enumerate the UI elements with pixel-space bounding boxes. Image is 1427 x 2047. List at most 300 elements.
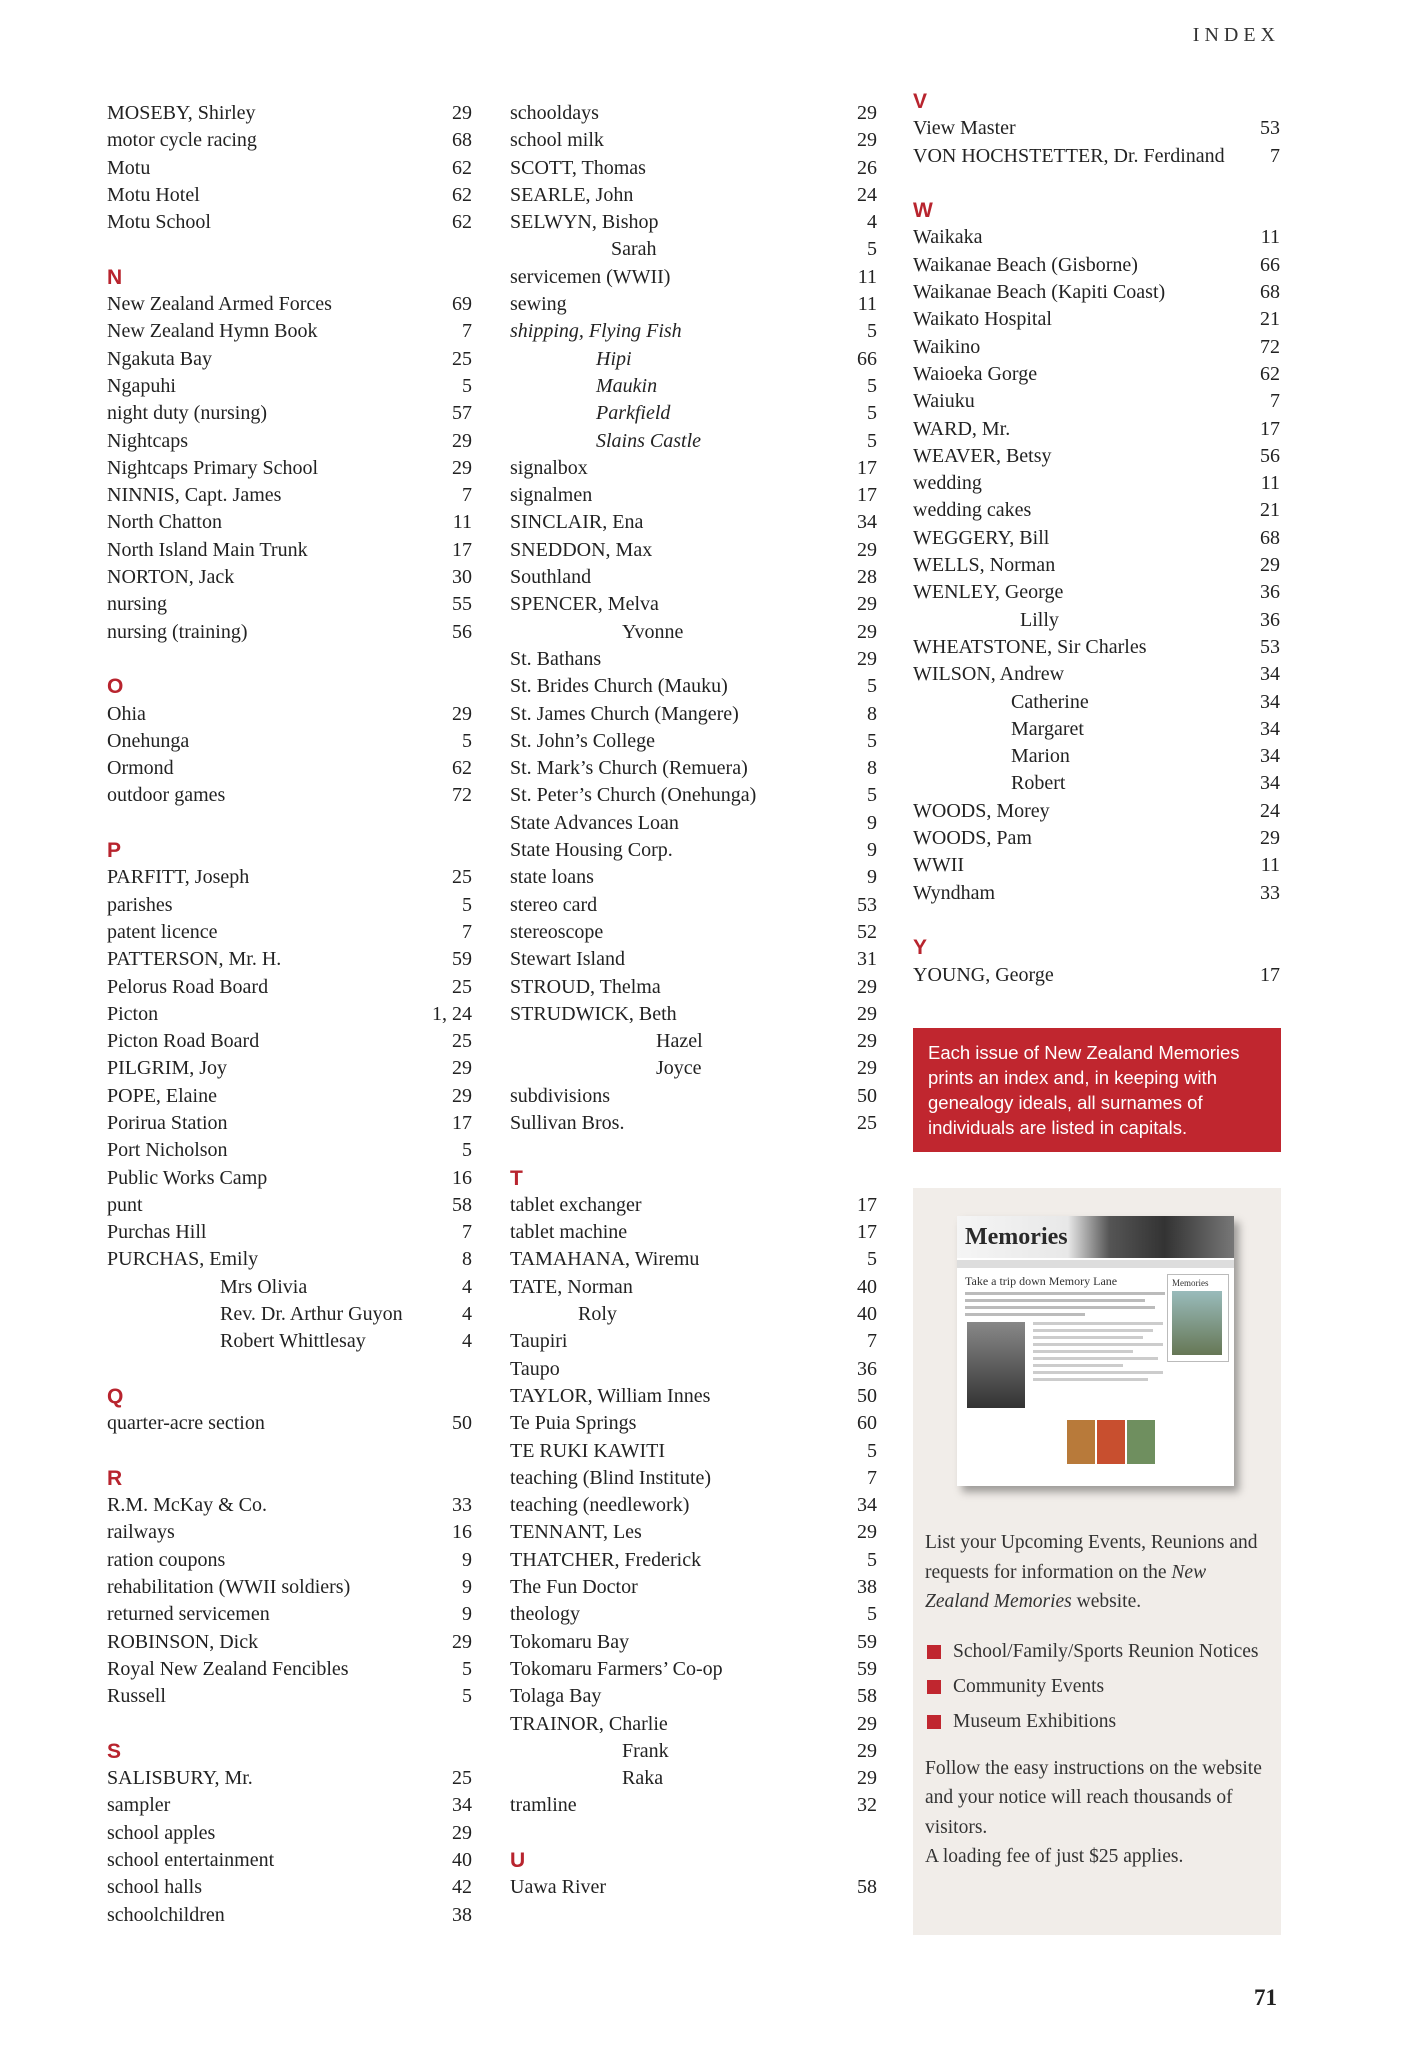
entry-term: Purchas Hill [107,1221,207,1244]
entry-term: Porirua Station [107,1111,228,1134]
index-entry [510,1274,877,1301]
entry-pages: 34 [1260,690,1280,713]
entry-pages: 68 [1260,526,1280,549]
entry-term: Maukin [596,374,658,397]
index-entry [107,974,472,1001]
entry-term: Picton Road Board [107,1030,260,1053]
running-head: INDEX [1192,24,1280,46]
entry-pages: 29 [857,593,877,616]
entry-term: PATTERSON, Mr. H. [107,948,282,971]
entry-term: Tolaga Bay [510,1685,602,1708]
entry-term: VON HOCHSTETTER, Dr. Ferdinand [913,144,1225,167]
entry-pages: 59 [452,948,472,971]
index-entry [510,100,877,127]
index-entry [107,373,472,400]
index-entry [913,470,1280,497]
index-entry [510,1656,877,1683]
index-entry [913,416,1280,443]
square-bullet-icon [927,1645,941,1659]
entry-pages: 4 [462,1275,472,1298]
entry-term: parishes [107,893,173,916]
entry-pages: 28 [857,566,877,589]
entry-term: tramline [510,1794,577,1817]
entry-term: Waiuku [913,390,975,413]
entry-term: WOODS, Morey [913,799,1050,822]
entry-pages: 29 [857,1057,877,1080]
index-entry [913,661,1280,688]
entry-pages: 7 [462,920,472,943]
entry-pages: 50 [857,1084,877,1107]
entry-term: MOSEBY, Shirley [107,102,256,124]
entry-term: Motu Hotel [107,183,200,206]
entry-term: Nightcaps [107,429,189,452]
entry-pages: 33 [452,1494,472,1517]
index-entry [510,236,877,263]
index-entry [510,1383,877,1410]
entry-pages: 34 [1260,772,1280,795]
entry-term: sampler [107,1794,171,1817]
entry-term: signalbox [510,456,588,479]
entry-term: POPE, Elaine [107,1084,217,1107]
entry-term: signalmen [510,484,593,507]
index-entry [510,1356,877,1383]
entry-pages: 17 [857,1221,877,1244]
index-entry [510,728,877,755]
section-letter: Q [107,1384,124,1408]
index-entry [510,182,877,209]
index-entry [510,755,877,782]
entry-term: school milk [510,129,604,152]
entry-pages: 62 [452,156,472,179]
entry-term: SELWYN, Bishop [510,211,659,234]
entry-term: St. John’s College [510,729,656,752]
entry-term: View Master [913,117,1016,140]
index-entry [510,209,877,236]
entry-term: motor cycle racing [107,129,257,152]
entry-term: Port Nicholson [107,1139,228,1162]
entry-pages: 25 [452,866,472,889]
entry-pages: 69 [452,293,472,316]
entry-pages: 5 [867,1603,877,1626]
entry-term: STROUD, Thelma [510,975,661,998]
section-letter: Y [913,936,928,960]
section-letter: N [107,265,123,289]
index-entry [913,770,1280,797]
entry-pages: 9 [867,866,877,889]
entry-pages: 5 [867,1248,877,1271]
entry-term: ration coupons [107,1548,226,1571]
entry-term: TATE, Norman [510,1275,633,1298]
thumbnail-side-image [1172,1291,1222,1355]
page-number: 71 [1254,1985,1277,2010]
index-entry [510,837,877,864]
index-entry [510,155,877,182]
entry-term: St. Mark’s Church (Remuera) [510,757,748,780]
index-entry [913,143,1280,170]
section-letter: U [510,1849,526,1872]
entry-pages: 5 [462,1657,472,1680]
index-entry [107,1192,472,1219]
entry-term: rehabilitation (WWII soldiers) [107,1576,351,1599]
index-entry [107,1001,472,1028]
thumbnail-logo: Memories [965,1224,1068,1250]
entry-pages: 5 [867,1439,877,1462]
entry-term: SCOTT, Thomas [510,156,646,179]
entry-term: Sarah [611,238,657,261]
entry-term: PARFITT, Joseph [107,866,250,889]
square-bullet-icon [927,1715,941,1729]
entry-pages: 21 [1260,499,1280,522]
entry-pages: 24 [857,183,877,206]
index-entry [913,279,1280,306]
index-entry [107,1110,472,1137]
entry-pages: 29 [857,538,877,561]
entry-pages: 29 [452,429,472,452]
entry-term: night duty (nursing) [107,402,267,425]
index-entry [510,646,877,673]
index-entry [510,1547,877,1574]
index-entry [107,100,472,127]
entry-term: SINCLAIR, Ena [510,511,644,534]
entry-pages: 38 [452,1903,472,1926]
entry-term: Joyce [656,1057,702,1080]
index-entry [107,1902,472,1929]
entry-pages: 5 [867,429,877,452]
entry-term: North Island Main Trunk [107,538,308,561]
index-entry [107,619,472,646]
entry-pages: 30 [452,566,472,589]
entry-term: New Zealand Armed Forces [107,293,332,316]
index-entry [107,1874,472,1901]
index-column-3 [913,88,1280,1016]
entry-term: WWII [913,854,965,877]
entry-term: Taupo [510,1357,560,1380]
entry-pages: 68 [452,129,472,152]
entry-term: Waikino [913,335,981,358]
entry-term: State Advances Loan [510,811,679,834]
entry-term: tablet machine [510,1221,628,1244]
entry-pages: 29 [857,1030,877,1053]
index-entry [107,1820,472,1847]
entry-term: THATCHER, Frederick [510,1548,702,1571]
entry-term: theology [510,1603,580,1626]
entry-term: state loans [510,866,594,889]
index-entry [510,1246,877,1273]
entry-term: WARD, Mr. [913,417,1011,440]
index-entry [510,619,877,646]
entry-pages: 42 [452,1876,472,1899]
index-entry [510,1765,877,1792]
entry-pages: 11 [857,265,877,288]
index-entry [510,1028,877,1055]
index-entry [107,1629,472,1656]
entry-term: Margaret [1011,717,1084,740]
index-entry [107,509,472,536]
promo-list-item-text: Museum Exhibitions [953,1710,1117,1732]
entry-term: Te Puia Springs [510,1412,637,1435]
index-entry [107,291,472,318]
entry-pages: 7 [867,1330,877,1353]
entry-pages: 29 [452,1084,472,1107]
index-entry [107,1492,472,1519]
index-entry [510,400,877,427]
index-entry [913,962,1280,989]
entry-term: servicemen (WWII) [510,265,671,288]
entry-pages: 25 [452,1767,472,1790]
index-entry [510,1192,877,1219]
entry-pages: 5 [462,729,472,752]
entry-pages: 29 [857,1521,877,1544]
entry-term: subdivisions [510,1084,611,1107]
promo-list-item [925,1669,1270,1704]
section-letter: O [107,675,124,699]
entry-term: TAYLOR, William Innes [510,1384,711,1407]
entry-pages: 5 [867,374,877,397]
index-entry [510,264,877,291]
entry-term: SEARLE, John [510,183,634,206]
index-section [510,1165,877,1820]
index-entry [913,798,1280,825]
entry-term: schooldays [510,102,599,124]
index-entry [107,1792,472,1819]
index-entry [913,689,1280,716]
index-entry [107,892,472,919]
entry-term: The Fun Doctor [510,1576,638,1599]
index-entry [510,1601,877,1628]
index-entry [107,701,472,728]
entry-term: ROBINSON, Dick [107,1630,259,1653]
square-bullet-icon [927,1680,941,1694]
entry-pages: 32 [857,1794,877,1817]
entry-pages: 16 [452,1521,472,1544]
index-entry [510,537,877,564]
entry-pages: 34 [857,511,877,534]
entry-term: tablet exchanger [510,1193,642,1216]
index-entry [107,1137,472,1164]
index-entry [510,1465,877,1492]
index-entry [107,455,472,482]
entry-term: WEGGERY, Bill [913,526,1050,549]
entry-pages: 21 [1260,308,1280,331]
index-entry [510,291,877,318]
index-entry [510,919,877,946]
index-entry [913,634,1280,661]
entry-term: Frank [622,1739,669,1762]
entry-term: SNEDDON, Max [510,538,653,561]
entry-term: TENNANT, Les [510,1521,642,1544]
entry-pages: 7 [462,1221,472,1244]
entry-term: Motu School [107,211,211,234]
entry-pages: 55 [452,593,472,616]
index-entry [510,1629,877,1656]
info-box [913,1028,1281,1152]
entry-term: WENLEY, George [913,581,1064,604]
entry-term: quarter-acre section [107,1412,265,1435]
entry-term: YOUNG, George [913,963,1054,986]
index-column-2 [510,100,877,1929]
index-entry [913,825,1280,852]
index-entry [107,1328,472,1355]
entry-term: Raka [622,1767,664,1790]
thumbnail-text-lines [965,1292,1165,1320]
entry-pages: 34 [1260,663,1280,686]
entry-term: North Chatton [107,511,222,534]
thumbnail-side-title: Memories [1172,1278,1209,1288]
entry-pages: 9 [462,1548,472,1571]
entry-term: schoolchildren [107,1903,225,1926]
entry-pages: 29 [452,1821,472,1844]
index-entry [510,318,877,345]
website-thumbnail [957,1216,1234,1486]
entry-term: Catherine [1011,690,1089,713]
entry-term: PURCHAS, Emily [107,1248,259,1271]
entry-pages: 24 [1260,799,1280,822]
entry-pages: 36 [857,1357,877,1380]
entry-pages: 29 [857,129,877,152]
entry-pages: 59 [857,1630,877,1653]
entry-term: NINNIS, Capt. James [107,484,282,507]
entry-pages: 29 [857,1739,877,1762]
index-entry [107,400,472,427]
promo-panel [913,1188,1281,1935]
entry-pages: 8 [867,757,877,780]
entry-term: Wyndham [913,881,996,904]
entry-pages: 8 [462,1248,472,1271]
entry-term: Rev. Dr. Arthur Guyon [220,1303,403,1326]
entry-pages: 58 [857,1876,877,1899]
index-entry [107,782,472,809]
entry-term: R.M. McKay & Co. [107,1494,267,1517]
entry-term: punt [107,1193,143,1216]
index-entry [107,1165,472,1192]
index-entry [510,1683,877,1710]
index-entry [107,1547,472,1574]
entry-term: railways [107,1521,175,1544]
index-entry [510,1438,877,1465]
index-entry [913,443,1280,470]
entry-pages: 50 [857,1384,877,1407]
entry-pages: 7 [462,484,472,507]
section-letter: V [913,90,928,113]
entry-term: wedding [913,472,982,495]
index-entry [107,1601,472,1628]
entry-pages: 5 [867,675,877,698]
entry-pages: 5 [462,893,472,916]
entry-term: Southland [510,566,592,589]
entry-term: Yvonne [622,620,684,643]
index-entry [510,974,877,1001]
entry-term: patent licence [107,920,218,943]
entry-pages: 17 [452,538,472,561]
entry-term: WEAVER, Betsy [913,444,1052,467]
promo-fee: A loading fee of just $25 applies. [925,1846,1184,1867]
index-entry [913,224,1280,251]
entry-pages: 36 [1260,581,1280,604]
index-entry [510,1219,877,1246]
entry-term: Ohia [107,702,146,725]
entry-pages: 59 [857,1657,877,1680]
entry-term: nursing (training) [107,620,248,643]
entry-term: WHEATSTONE, Sir Charles [913,635,1147,658]
entry-term: Waikaka [913,226,983,249]
entry-pages: 29 [452,702,472,725]
entry-pages: 34 [1260,745,1280,768]
entry-pages: 66 [857,347,877,370]
entry-term: Uawa River [510,1876,607,1899]
thumbnail-photo [967,1322,1025,1408]
entry-pages: 56 [1260,444,1280,467]
index-entry [913,880,1280,907]
index-entry [107,755,472,782]
entry-term: Hazel [656,1030,703,1053]
entry-pages: 62 [452,183,472,206]
index-entry [510,373,877,400]
entry-pages: 11 [1260,472,1280,495]
entry-pages: 5 [867,320,877,343]
entry-term: STRUDWICK, Beth [510,1002,677,1025]
index-entry [913,334,1280,361]
entry-term: Royal New Zealand Fencibles [107,1657,349,1680]
entry-term: Robert [1011,772,1066,795]
index-entry [510,1519,877,1546]
entry-term: TAMAHANA, Wiremu [510,1248,700,1271]
entry-term: Sullivan Bros. [510,1111,625,1134]
entry-pages: 62 [452,757,472,780]
index-entry [510,1083,877,1110]
index-section [107,1738,472,1929]
thumbnail-nav [957,1260,1234,1268]
index-entry [107,1028,472,1055]
index-entry [913,306,1280,333]
index-entry [510,864,877,891]
entry-term: NORTON, Jack [107,566,235,589]
entry-term: stereo card [510,893,598,916]
index-section [107,264,472,646]
entry-pages: 29 [857,620,877,643]
entry-term: St. James Church (Mangere) [510,702,739,725]
index-entry [107,1301,472,1328]
entry-term: school entertainment [107,1849,275,1871]
entry-term: Ngakuta Bay [107,347,212,370]
entry-pages: 9 [462,1576,472,1599]
entry-pages: 34 [1260,717,1280,740]
entry-pages: 29 [857,102,877,124]
entry-term: Nightcaps Primary School [107,456,319,479]
index-entry [913,552,1280,579]
section-letter: T [510,1166,523,1190]
entry-pages: 53 [1260,635,1280,658]
index-entry [510,1001,877,1028]
index-entry [107,127,472,154]
entry-pages: 52 [857,920,877,943]
index-entry [510,1574,877,1601]
entry-pages: 29 [857,1767,877,1790]
entry-pages: 5 [462,374,472,397]
entry-pages: 7 [1270,144,1280,167]
index-entry [107,1847,472,1874]
entry-pages: 58 [857,1685,877,1708]
entry-pages: 7 [1270,390,1280,413]
index-entry [510,782,877,809]
index-section [510,100,877,1137]
entry-term: Lilly [1020,608,1059,631]
entry-pages: 29 [1260,827,1280,850]
index-entry [510,346,877,373]
promo-list-item [925,1634,1270,1669]
entry-pages: 16 [452,1166,472,1189]
section-letter: P [107,839,122,863]
index-entry [107,946,472,973]
